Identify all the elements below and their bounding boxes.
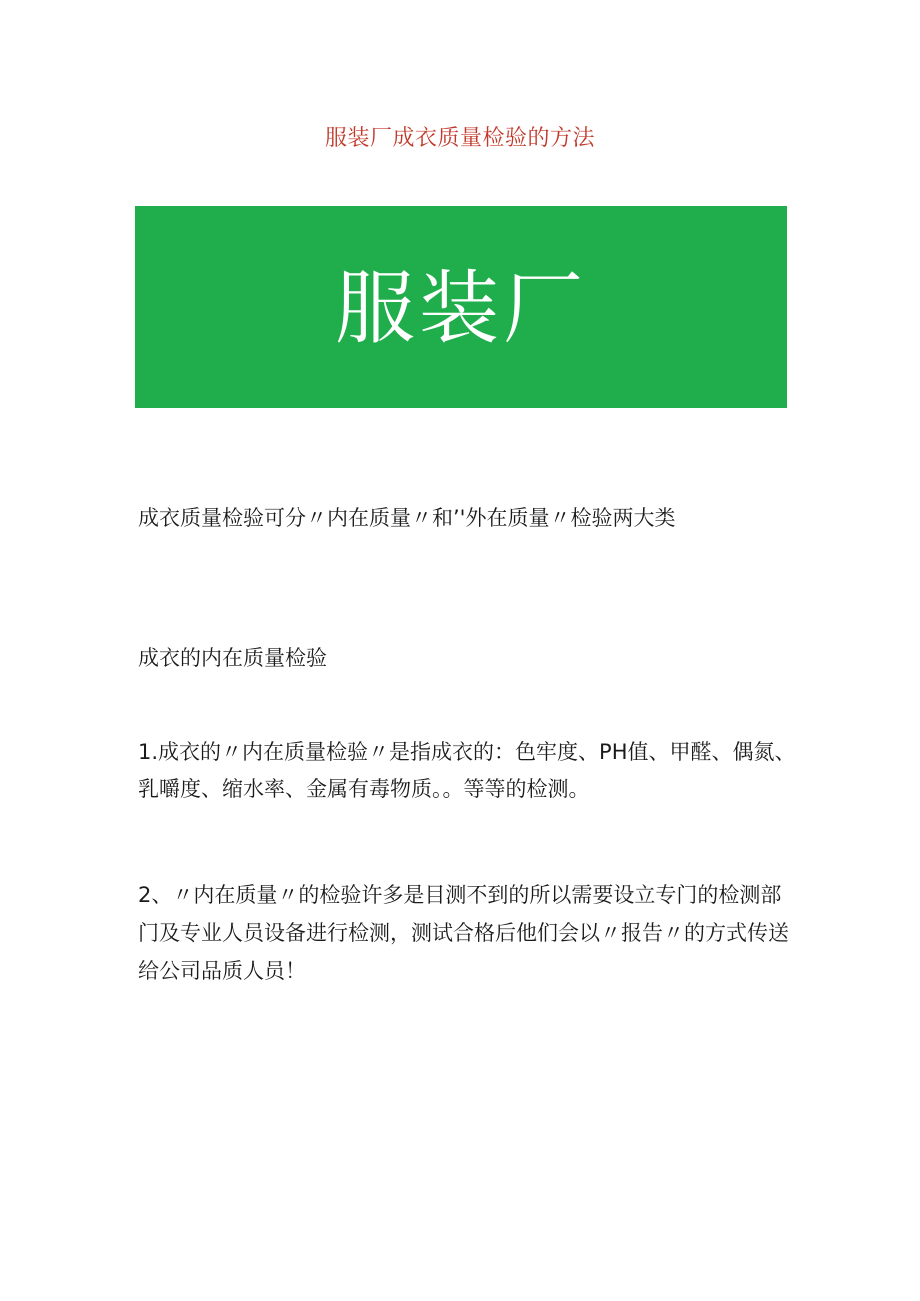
list-item: 1.成衣的〃内在质量检验〃是指成衣的：色牢度、PH值、甲醛、偶氮、乳嚼度、缩水率、金属有毒物质。。等等的检测。 [138, 740, 796, 801]
banner-text: 服装厂 [335, 262, 587, 355]
list-item: 2、〃内在质量〃的检验许多是目测不到的所以需要设立专门的检测部门及专业人员设备进行检测，测试合格后他们会以〃报告〃的方式传送给公司品质人员！ [138, 883, 789, 983]
document-title: 服装厂成衣质量检验的方法 [324, 126, 595, 151]
section-heading: 成衣的内在质量检验 [138, 646, 327, 670]
title-banner [135, 206, 787, 408]
summary-paragraph: 成衣质量检验可分〃内在质量〃和’'外在质量〃检验两大类 [138, 506, 676, 530]
